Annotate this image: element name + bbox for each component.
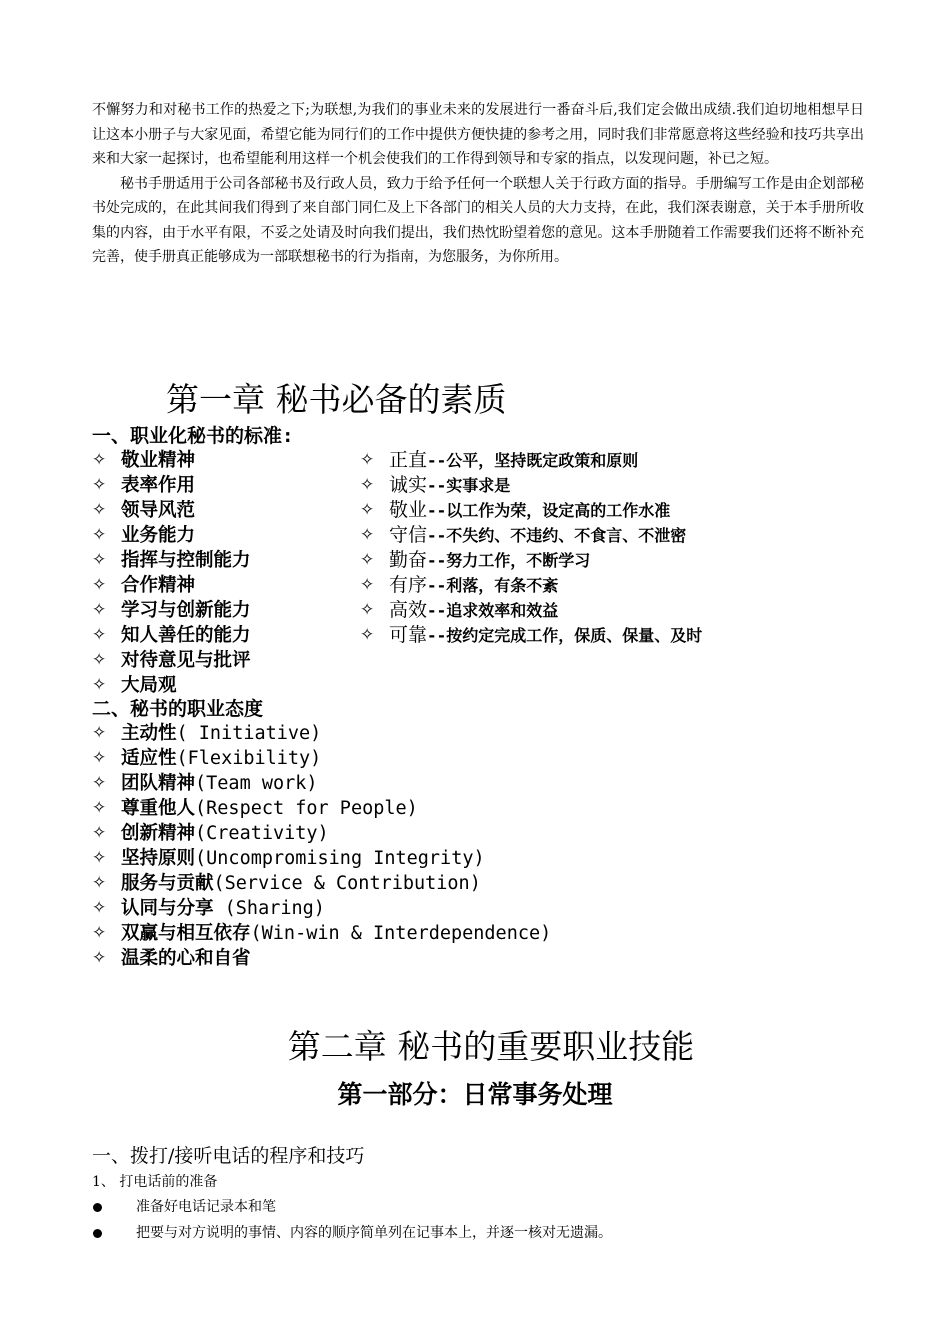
list-item [360, 598, 702, 623]
standard-description: --实事求是 [427, 476, 511, 495]
standard-description: --利落，有条不紊 [427, 576, 559, 595]
intro-text [92, 98, 864, 270]
diamond-bullet-icon: ✧ [92, 723, 107, 743]
dot-bullet-icon [93, 1203, 102, 1212]
attitude-en: ( Initiative) [176, 723, 322, 744]
list-item [92, 946, 551, 971]
list-item [92, 448, 251, 473]
attitude-cn: 温柔的心和自省 [121, 948, 251, 969]
list-item [92, 673, 251, 698]
diamond-bullet-icon: ✧ [92, 450, 107, 470]
attitude-en: (Creativity) [195, 823, 329, 844]
diamond-bullet-icon: ✧ [360, 550, 375, 570]
diamond-bullet-icon: ✧ [92, 798, 107, 818]
diamond-bullet-icon: ✧ [92, 873, 107, 893]
list-item [360, 548, 702, 573]
list-item [92, 548, 251, 573]
part-1-title: 第一部分：日常事务处理 [337, 1080, 613, 1109]
diamond-bullet-icon: ✧ [92, 848, 107, 868]
diamond-bullet-icon: ✧ [360, 525, 375, 545]
standards-left-list [92, 448, 251, 698]
standard-description: --按约定完成工作，保质、保量、及时 [427, 626, 703, 645]
diamond-bullet-icon: ✧ [92, 898, 107, 918]
attitude-cn: 认同与分享 [121, 898, 214, 919]
list-item [92, 771, 551, 796]
list-item-label: 把要与对方说明的事情、内容的顺序简单列在记事本上，并逐一核对无遗漏。 [136, 1225, 612, 1241]
attitude-en: (Win-win & Interdependence) [250, 923, 552, 944]
list-item [92, 746, 551, 771]
diamond-bullet-icon: ✧ [360, 500, 375, 520]
list-item-label: 业务能力 [121, 525, 196, 546]
list-item [360, 448, 702, 473]
list-item [92, 1220, 612, 1246]
list-item [360, 498, 702, 523]
list-item [92, 498, 251, 523]
list-item [92, 896, 551, 921]
attitude-cn: 主动性 [121, 723, 177, 744]
list-item-label: 敬业精神 [121, 450, 196, 471]
list-item [360, 473, 702, 498]
attitude-cn: 坚持原则 [121, 848, 196, 869]
list-item [92, 871, 551, 896]
attitude-en: (Service & Contribution) [213, 873, 481, 894]
attitude-cn: 适应性 [121, 748, 177, 769]
standard-description: --公平，坚持既定政策和原则 [427, 451, 639, 470]
list-item [360, 573, 702, 598]
diamond-bullet-icon: ✧ [92, 575, 107, 595]
diamond-bullet-icon: ✧ [92, 823, 107, 843]
diamond-bullet-icon: ✧ [92, 625, 107, 645]
standard-term: 勤奋 [389, 549, 428, 571]
standard-description: --以工作为荣，设定高的工作水准 [427, 501, 671, 520]
list-item [92, 573, 251, 598]
section-standards-title: 一、职业化秘书的标准: [92, 425, 294, 447]
diamond-bullet-icon: ✧ [92, 475, 107, 495]
attitude-cn: 创新精神 [121, 823, 196, 844]
attitude-en: (Sharing) [213, 898, 325, 919]
attitude-cn: 双赢与相互依存 [121, 923, 251, 944]
standard-term: 正直 [389, 449, 428, 471]
chapter-1-title: 第一章 秘书必备的素质 [166, 380, 507, 419]
attitude-en: (Team work) [195, 773, 318, 794]
list-item [92, 846, 551, 871]
diamond-bullet-icon: ✧ [92, 923, 107, 943]
standard-term: 敬业 [389, 499, 428, 521]
list-item-label: 学习与创新能力 [121, 600, 251, 621]
diamond-bullet-icon: ✧ [92, 550, 107, 570]
list-item [92, 721, 551, 746]
standard-term: 高效 [389, 599, 428, 621]
list-item [92, 648, 251, 673]
chapter-2-title: 第二章 秘书的重要职业技能 [287, 1027, 695, 1066]
intro-paragraph-2: 秘书手册适用于公司各部秘书及行政人员，致力于给予任何一个联想人关于行政方面的指导。手册编写工作是由企划部秘书处完成的，在此其间我们得到了来自部门同仁及上下各部门的相关人员的大力支持，在此，我们深表谢意，关于本手册所收集的内容，由于水平有限，不妥之处请及时向我们提出，我们热忱盼望着您的意见。这本手册随着工作需要我们还将不断补充完善，使手册真正能够成为一部联想秘书的行为指南，为您服务，为你所用。 [92, 175, 864, 265]
list-item-label: 表率作用 [121, 475, 196, 496]
diamond-bullet-icon: ✧ [92, 600, 107, 620]
list-item [92, 623, 251, 648]
dot-bullet-icon [93, 1229, 102, 1238]
standards-right-list [360, 448, 702, 648]
attitude-cn: 团队精神 [121, 773, 196, 794]
list-item [92, 821, 551, 846]
phone-section-title: 一、拨打/接听电话的程序和技巧 [92, 1145, 365, 1167]
preparation-list [92, 1194, 612, 1246]
diamond-bullet-icon: ✧ [92, 948, 107, 968]
diamond-bullet-icon: ✧ [92, 748, 107, 768]
attitude-en: (Respect for People) [195, 798, 418, 819]
list-item-label: 知人善任的能力 [121, 625, 251, 646]
step-1-label: 1、 打电话前的准备 [92, 1174, 218, 1190]
standard-term: 守信 [389, 524, 428, 546]
diamond-bullet-icon: ✧ [360, 575, 375, 595]
diamond-bullet-icon: ✧ [92, 500, 107, 520]
list-item [360, 523, 702, 548]
list-item-label: 合作精神 [121, 575, 196, 596]
intro-paragraph-1: 不懈努力和对秘书工作的热爱之下;为联想,为我们的事业未来的发展进行一番奋斗后,我们定会做出成绩.我们迫切地相想早日让这本小册子与大家见面，希望它能为同行们的工作中提供方便快捷的参考之用，同时我们非常愿意将这些经验和技巧共享出来和大家一起探讨，也希望能利用这样一个机会使我们的工作得到领导和专家的指点，以发现问题，补已之短。 [92, 102, 864, 167]
diamond-bullet-icon: ✧ [92, 650, 107, 670]
diamond-bullet-icon: ✧ [360, 625, 375, 645]
list-item [92, 473, 251, 498]
diamond-bullet-icon: ✧ [360, 475, 375, 495]
list-item-label: 对待意见与批评 [121, 650, 251, 671]
list-item [92, 523, 251, 548]
list-item-label: 大局观 [121, 675, 177, 696]
diamond-bullet-icon: ✧ [360, 600, 375, 620]
attitude-cn: 服务与贡献 [121, 873, 214, 894]
standard-term: 诚实 [389, 474, 428, 496]
list-item [92, 598, 251, 623]
standard-term: 有序 [389, 574, 428, 596]
list-item [92, 1194, 612, 1220]
list-item [92, 796, 551, 821]
list-item-label: 领导风范 [121, 500, 196, 521]
standard-description: --不失约、不违约、不食言、不泄密 [427, 526, 687, 545]
diamond-bullet-icon: ✧ [92, 525, 107, 545]
diamond-bullet-icon: ✧ [360, 450, 375, 470]
list-item-label: 指挥与控制能力 [121, 550, 251, 571]
diamond-bullet-icon: ✧ [92, 773, 107, 793]
attitude-en: (Flexibility) [176, 748, 322, 769]
attitude-list [92, 721, 551, 971]
list-item-label: 准备好电话记录本和笔 [136, 1199, 276, 1215]
list-item [360, 623, 702, 648]
standard-description: --努力工作，不断学习 [427, 551, 591, 570]
standard-term: 可靠 [389, 624, 428, 646]
attitude-cn: 尊重他人 [121, 798, 196, 819]
list-item [92, 921, 551, 946]
diamond-bullet-icon: ✧ [92, 675, 107, 695]
attitude-en: (Uncompromising Integrity) [195, 848, 485, 869]
standard-description: --追求效率和效益 [427, 601, 559, 620]
section-attitude-title: 二、秘书的职业态度 [92, 698, 264, 720]
